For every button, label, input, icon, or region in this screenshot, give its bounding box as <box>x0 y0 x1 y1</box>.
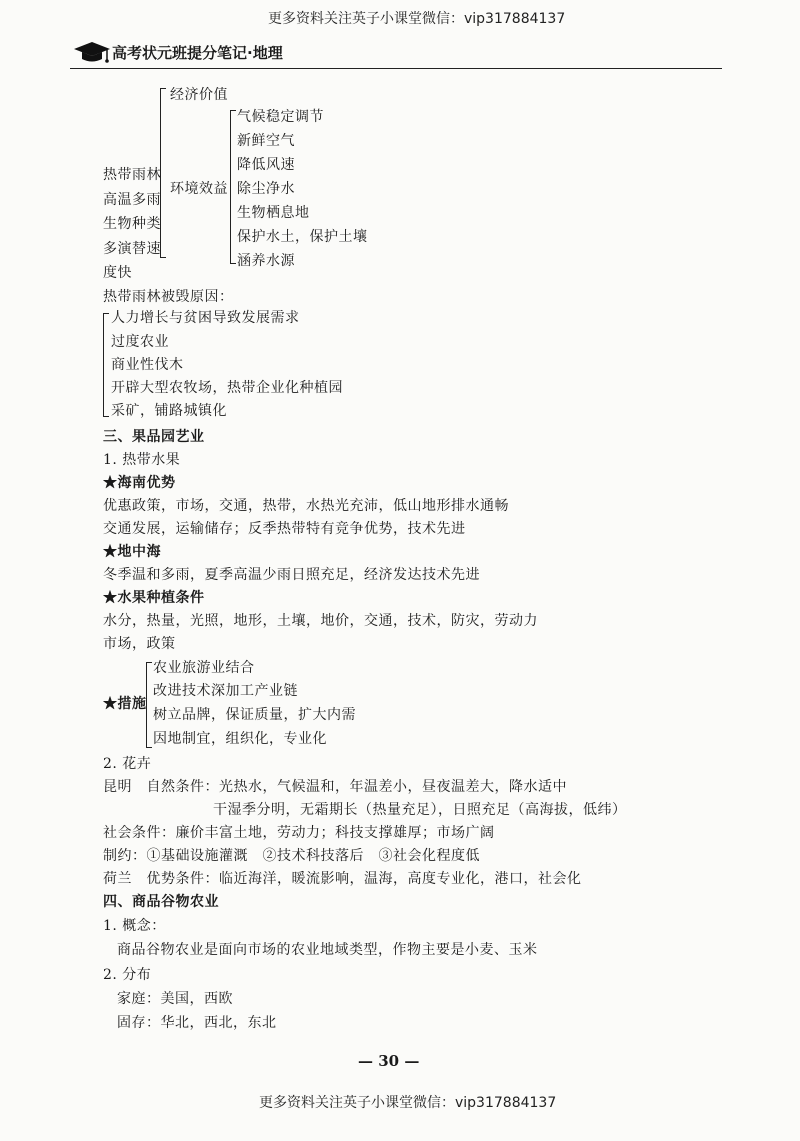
measure-2: 改进技术深加工产业链 <box>153 683 298 699</box>
distribution-title: 2. 分布 <box>103 967 152 983</box>
header-watermark: 更多资料关注英子小课堂微信：vip317884137 <box>268 11 566 27</box>
destruction-brace <box>103 313 109 417</box>
measures-brace <box>146 662 152 748</box>
env-item-2: 新鲜空气 <box>237 133 295 149</box>
mediterranean-title: ★地中海 <box>103 544 161 560</box>
measure-1: 农业旅游业结合 <box>153 660 255 676</box>
trait-3: 生物种类 <box>103 216 161 232</box>
kunming-line-2: 干湿季分明，无霜期长（热量充足），日照充足（高海拔，低纬） <box>213 802 627 818</box>
env-item-5: 生物栖息地 <box>237 205 310 221</box>
social-conditions-line: 社会条件：廉价丰富土地，劳动力；科技支撑雄厚；市场广阔 <box>103 825 495 841</box>
concept-title: 1. 概念： <box>103 918 166 934</box>
destruction-cause-1: 人力增长与贫困导致发展需求 <box>111 310 300 326</box>
conditions-title: ★水果种植条件 <box>103 590 205 606</box>
economic-value: 经济价值 <box>170 87 228 103</box>
concept-line: 商品谷物农业是面向市场的农业地域类型，作物主要是小麦、玉米 <box>117 942 538 958</box>
env-items-brace <box>230 110 236 264</box>
destruction-cause-4: 开辟大型农牧场，热带企业化种植园 <box>111 380 343 396</box>
header-rule <box>70 68 722 69</box>
destruction-cause-3: 商业性伐木 <box>111 357 184 373</box>
trait-4: 多演替速 <box>103 241 161 257</box>
destruction-title: 热带雨林被毁原因： <box>103 289 234 305</box>
trait-2: 高温多雨 <box>103 192 161 208</box>
section-3-title: 三、果品园艺业 <box>103 429 205 445</box>
distribution-family: 家庭：美国，西欧 <box>117 991 233 1007</box>
env-item-7: 涵养水源 <box>237 253 295 269</box>
kunming-line-1: 昆明 自然条件：光热水，气候温和，年温差小，昼夜温差大，降水适中 <box>103 779 567 795</box>
limits-line: 制约：①基础设施灌溉 ②技术科技落后 ③社会化程度低 <box>103 848 480 864</box>
conditions-line-2: 市场，政策 <box>103 636 176 652</box>
holland-line: 荷兰 优势条件：临近海洋，暖流影响，温海，高度专业化，港口，社会化 <box>103 871 582 887</box>
distribution-state: 固存：华北，西北，东北 <box>117 1015 277 1031</box>
measure-4: 因地制宜，组织化，专业化 <box>153 731 327 747</box>
destruction-cause-2: 过度农业 <box>111 334 169 350</box>
measure-3: 树立品牌，保证质量，扩大内需 <box>153 707 356 723</box>
hainan-line-1: 优惠政策，市场，交通，热带，水热光充沛，低山地形排水通畅 <box>103 498 509 514</box>
footer-watermark: 更多资料关注英子小课堂微信：vip317884137 <box>259 1095 557 1111</box>
graduation-cap-icon <box>72 40 112 66</box>
subsection-flowers: 2. 花卉 <box>103 756 152 772</box>
page-number: — 30 — <box>358 1052 420 1070</box>
trait-1: 热带雨林 <box>103 167 161 183</box>
env-item-4: 除尘净水 <box>237 181 295 197</box>
env-item-3: 降低风速 <box>237 157 295 173</box>
hainan-title: ★海南优势 <box>103 475 176 491</box>
mediterranean-line: 冬季温和多雨，夏季高温少雨日照充足，经济发达技术先进 <box>103 567 480 583</box>
section-4-title: 四、商品谷物农业 <box>103 894 219 910</box>
measures-label: ★措施 <box>103 696 147 712</box>
environmental-benefit: 环境效益 <box>170 181 228 197</box>
destruction-cause-5: 采矿，铺路城镇化 <box>111 403 227 419</box>
subsection-tropical-fruit: 1. 热带水果 <box>103 452 181 468</box>
trait-5: 度快 <box>103 265 132 281</box>
env-item-1: 气候稳定调节 <box>237 109 324 125</box>
header-title: 高考状元班提分笔记·地理 <box>112 44 283 62</box>
conditions-line-1: 水分，热量，光照，地形，土壤，地价，交通，技术，防灾，劳动力 <box>103 613 538 629</box>
env-item-6: 保护水土，保护土壤 <box>237 229 368 245</box>
rainforest-main-brace <box>160 88 166 258</box>
hainan-line-2: 交通发展，运输储存；反季热带特有竞争优势，技术先进 <box>103 521 466 537</box>
